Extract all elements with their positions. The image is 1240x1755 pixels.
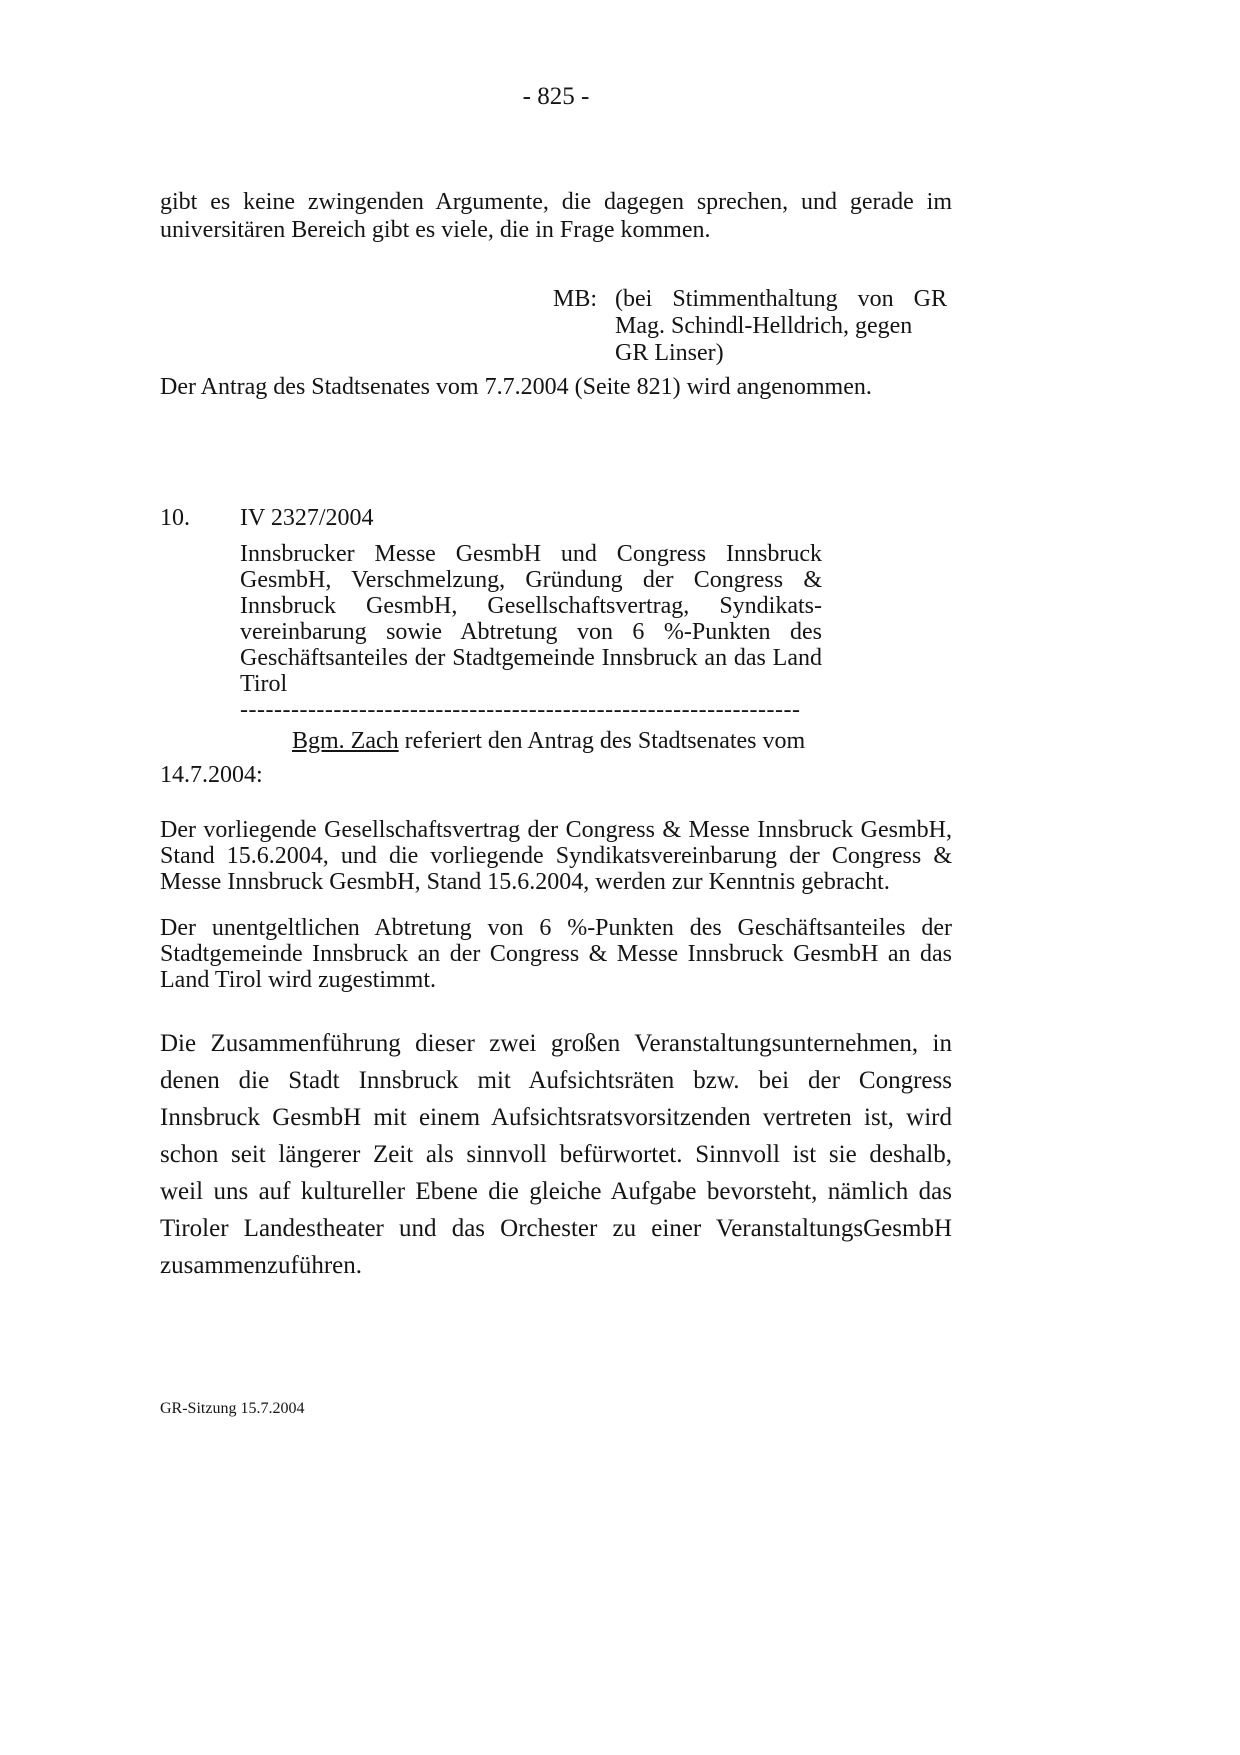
decision-line: Der Antrag des Stadtsenates vom 7.7.2004 (Seite 821) wird angenommen.: [160, 374, 872, 400]
paragraph-intro: gibt es keine zwingenden Argumente, die dagegen sprechen, und gerade im universitären Bereich gibt es viele, die in Frage kommen.: [160, 189, 952, 243]
agenda-number: 10.: [160, 505, 190, 531]
agenda-divider: ------------------------------------------------------------------: [240, 697, 801, 723]
agenda-body: [240, 541, 822, 723]
paragraph-gesellschaftsvertrag: Der vorliegende Gesellschaftsvertrag der Congress & Messe Innsbruck GesmbH, Stand 15.6.2004, und die vorliegende Syndikatsvereinbarung der Congress & Messe Innsbruck GesmbH, Stand 15.6.2004, werden zur Kenntnis gebracht.: [160, 817, 952, 895]
page-content: [160, 0, 952, 1284]
agenda-title: Innsbrucker Messe GesmbH und Congress Innsbruck GesmbH, Verschmelzung, Gründung der Congress & Innsbruck GesmbH, Gesellschaftsvertrag, Syndikatsvereinbarung sowie Abtretung von 6 %-Punkten des Geschäftsanteiles der Stadtgemeinde Innsbruck an das Land Tirol: [240, 541, 822, 697]
agenda-item-10: [160, 505, 952, 723]
agenda-reference: IV 2327/2004: [240, 505, 374, 531]
paragraph-abtretung: Der unentgeltlichen Abtretung von 6 %-Punkten des Geschäftsanteiles der Stadtgemeinde Innsbruck an der Congress & Messe Innsbruck GesmbH an das Land Tirol wird zugestimmt.: [160, 915, 952, 993]
speaker-line: [160, 728, 952, 755]
speaker-line-rest: referiert den Antrag des Stadtsenates vom: [398, 728, 806, 754]
page-footer: GR-Sitzung 15.7.2004: [160, 1400, 305, 1417]
speaker-date-line: 14.7.2004:: [160, 762, 263, 788]
vote-label: MB:: [553, 286, 598, 312]
vote-line: Mag. Schindl-Helldrich, gegen: [615, 313, 913, 339]
speaker-name: Bgm. Zach: [292, 728, 399, 754]
agenda-heading: [160, 505, 952, 532]
vote-line: (bei Stimmenthaltung von GR: [615, 286, 947, 312]
vote-lines: [615, 286, 947, 367]
vote-line: GR Linser): [615, 340, 724, 366]
paragraph-zusammenfuehrung: Die Zusammenführung dieser zwei großen Veranstaltungsunternehmen, in denen die Stadt Innsbruck mit Aufsichtsräten bzw. bei der Congress Innsbruck GesmbH mit einem Aufsichtsratsvorsitzenden vertreten ist, wird schon seit längerer Zeit als sinnvoll befürwortet. Sinnvoll ist sie deshalb, weil uns auf kultureller Ebene die gleiche Aufgabe bevorsteht, nämlich das Tiroler Landestheater und das Orchester zu einer VeranstaltungsGesmbH zusammenzuführen.: [160, 1030, 952, 1279]
page-number: - 825 -: [522, 83, 590, 110]
vote-result-block: [553, 286, 952, 367]
